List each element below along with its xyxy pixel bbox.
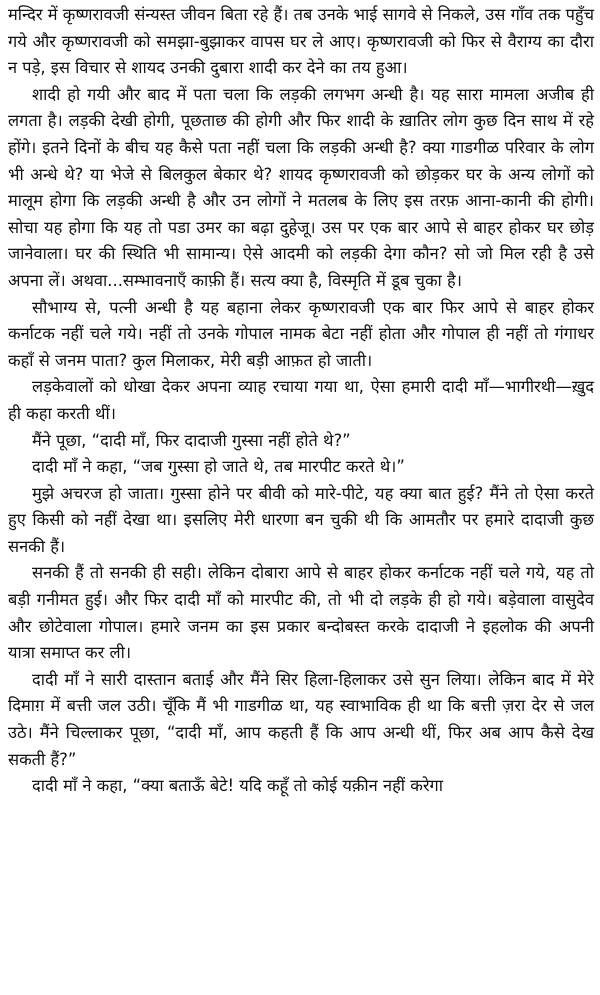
- paragraph-10: दादी माँ ने कहा, “क्या बताऊँ बेटे! यदि कहूँ तो कोई यक़ीन नहीं करेगा: [32, 776, 443, 796]
- paragraph-1: मन्दिर में कृष्णरावजी संन्यस्त जीवन बिता रहे हैं। तब उनके भाई सागवे से निकले, उस गाँव तक पहुँच गये और कृष्णरावजी को समझा-बुझाकर वापस घर ले आए। कृष्णरावजी को फिर से वैराग्य का दौरा न पड़े, इस विचार से शायद उनकी दुबारा शादी कर देने का तय हुआ।: [8, 5, 594, 78]
- paragraph-2: शादी हो गयी और बाद में पता चला कि लड़की लगभग अन्धी है। यह सारा मामला अजीब ही लगता है। लड़की देखी होगी, पूछताछ की होगी और फिर शादी के ख़ातिर लोग कुछ दिन साथ में रहे होंगे। इतने दिनों के बीच यह कैसे पता नहीं चला कि लड़की अन्धी है? क्या गाडगीळ परिवार के लोग भी अन्धे थे? या भेजे से बिलकुल बेकार थे? शायद कृष्णरावजी को छोड़कर घर के अन्य लोगों को मालूम होगा कि लड़की अन्धी है और उन लोगों ने मतलब के लिए इस तरफ़ आना-कानी की होगी। सोचा यह होगा कि यह तो पडा उमर का बढ़ा दुहेजू। उस पर एक बार आपे से बाहर होकर घर छोड़ जानेवाला। घर की स्थिति भी सामान्य। ऐसे आदमी को लड़की देगा कौन? सो जो मिल रही है उसे अपना लें। अथवा...सम्भावनाएँ काफ़ी हैं। सत्य क्या है, विस्मृति में डूब चुका है।: [8, 84, 594, 290]
- paragraph-3: सौभाग्य से, पत्नी अन्धी है यह बहाना लेकर कृष्णरावजी एक बार फिर आपे से बाहर होकर कर्नाटक नहीं चले गये। नहीं तो उनके गोपाल नामक बेटा नहीं होता और गोपाल ही नहीं तो गंगाधर कहाँ से जनम पाता? कुल मिलाकर, मेरी बड़ी आफ़त हो जाती।: [8, 297, 594, 370]
- paragraph-5: मैंने पूछा, “दादी माँ, फिर दादाजी गुस्सा नहीं होते थे?”: [32, 430, 351, 450]
- paragraph-8: सनकी हैं तो सनकी ही सही। लेकिन दोबारा आपे से बाहर होकर कर्नाटक नहीं चले गये, यह तो बड़ी गनीमत हुई। और फिर दादी माँ को मारपीट की, तो भी दो लड़के ही हो गये। बड़ेवाला वासुदेव और छोटेवाला गोपाल। हमारे जनम का इस प्रकार बन्दोबस्त करके दादाजी ने इहलोक की अपनी यात्रा समाप्त कर ली।: [8, 563, 594, 663]
- paragraph-9: दादी माँ ने सारी दास्तान बताई और मैंने सिर हिला-हिलाकर उसे सुन लिया। लेकिन बाद में मेरे दिमाग़ में बत्ती जल उठी। चूँकि मैं भी गाडगीळ था, यह स्वाभाविक ही था कि बत्ती ज़रा देर से जल उठे। मैंने चिल्लाकर पूछा, “दादी माँ, आप कहती हैं कि आप अन्धी थीं, फिर अब आप कैसे देख सकती हैं?”: [8, 669, 594, 769]
- paragraph-4: लड़केवालों को धोखा देकर अपना व्याह रचाया गया था, ऐसा हमारी दादी माँ—भागीरथी—ख़ुद ही कहा करती थीं।: [8, 377, 594, 423]
- paragraph-6: दादी माँ ने कहा, “जब गुस्सा हो जाते थे, तब मारपीट करते थे।”: [32, 457, 405, 477]
- paragraph-7: मुझे अचरज हो जाता। गुस्सा होने पर बीवी को मारे-पीटे, यह क्या बात हुई? मैंने तो ऐसा करते हुए किसी को नहीं देखा था। इसलिए मेरी धारणा बन चुकी थी कि आमतौर पर हमारे दादाजी कुछ सनकी हैं।: [8, 483, 594, 556]
